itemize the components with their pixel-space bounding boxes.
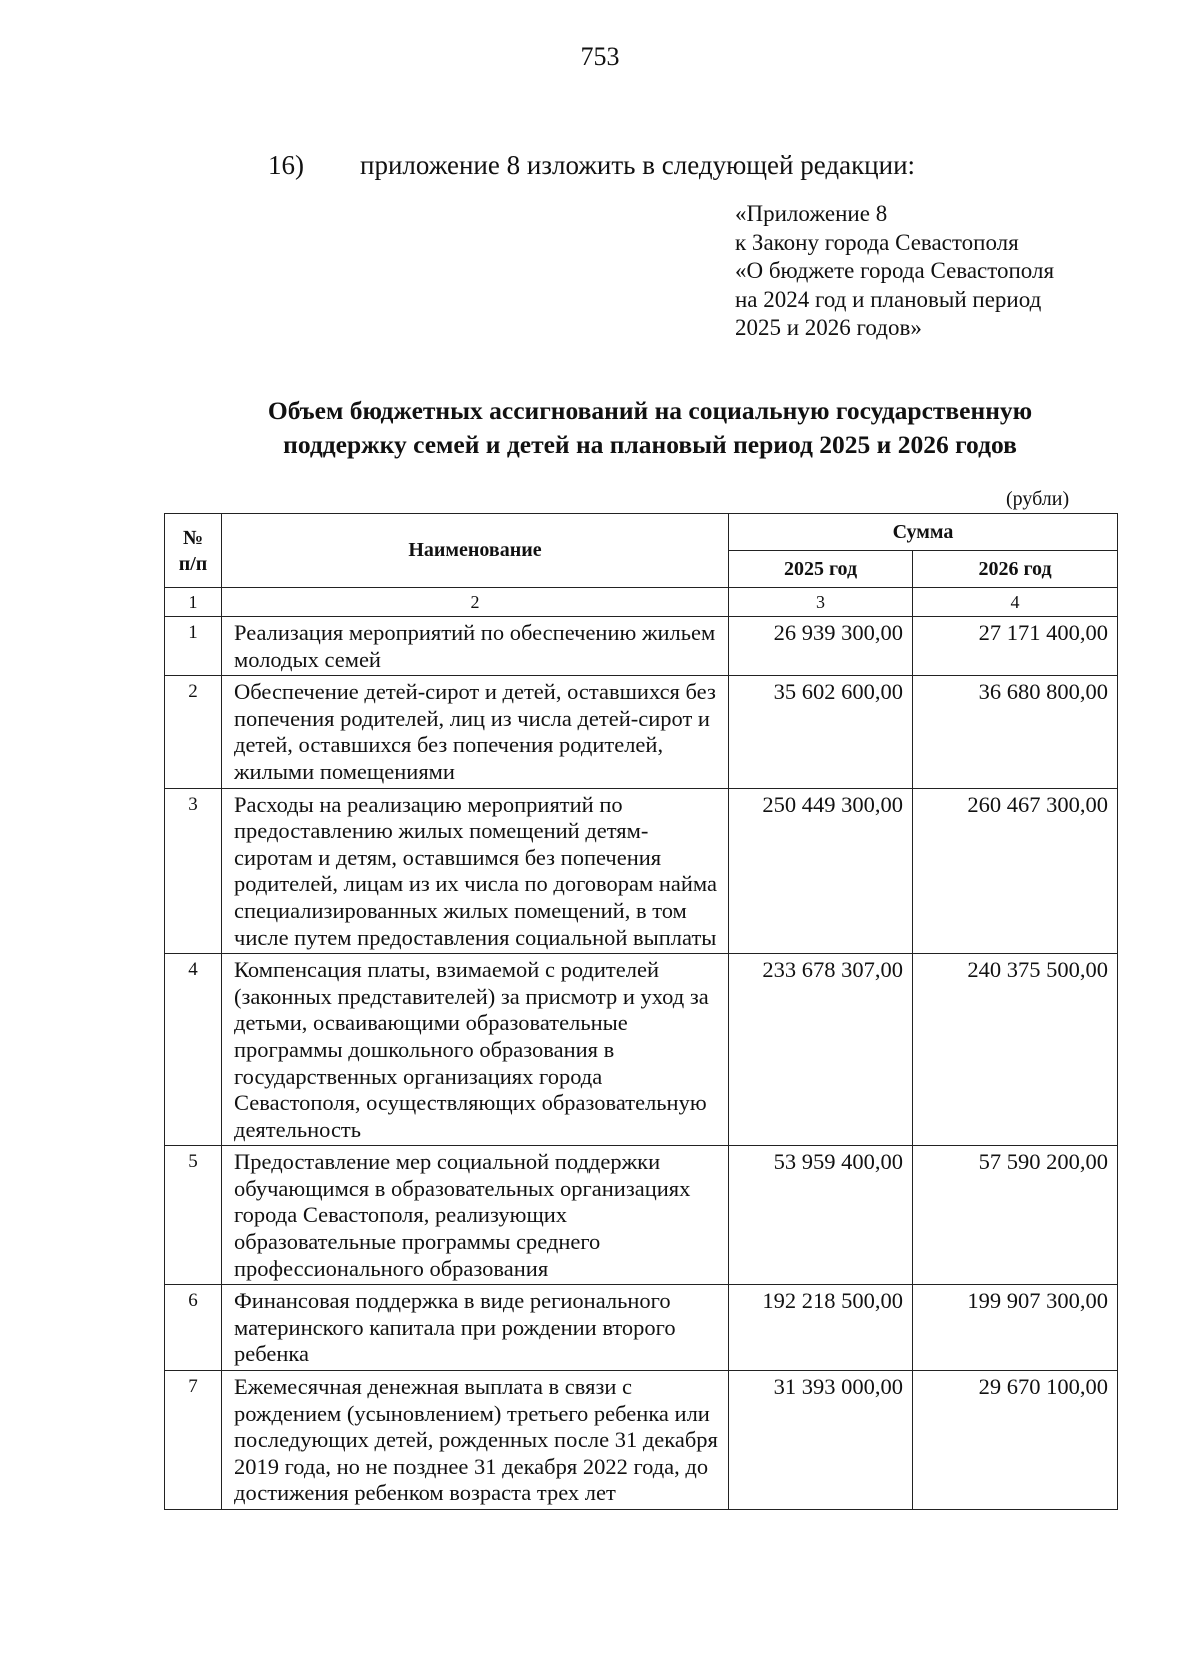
row-name: Финансовая поддержка в виде регионального материнского капитала при рождении второго ребенка [222,1285,729,1371]
table-row [165,1285,1118,1371]
table-row [165,617,1118,676]
page-number: 753 [580,42,620,71]
annex-line: «Приложение 8 [735,201,888,226]
amendment-item-number: 16) [268,150,304,180]
row-name: Реализация мероприятий по обеспечению жильем молодых семей [222,617,729,676]
row-number: 1 [165,617,222,676]
table-row [165,1371,1118,1510]
row-amount-2026: 36 680 800,00 [913,676,1118,788]
column-index-row [165,588,1118,617]
row-amount-2025: 35 602 600,00 [729,676,913,788]
header-number [165,514,222,588]
row-amount-2026: 199 907 300,00 [913,1285,1118,1371]
row-name: Ежемесячная денежная выплата в связи с рождением (усыновлением) третьего ребенка или последующих детей, рожденных после 31 декабря 2019 года, но не позднее 31 декабря 2022 года, до достижения ребенком возраста трех лет [222,1371,729,1510]
row-amount-2026: 29 670 100,00 [913,1371,1118,1510]
header-sum: Сумма [729,514,1118,551]
row-number: 4 [165,954,222,1146]
row-amount-2025: 192 218 500,00 [729,1285,913,1371]
table-row [165,676,1118,788]
column-index: 3 [729,588,913,617]
annex-line: 2025 и 2026 годов» [735,315,922,340]
row-number: 5 [165,1146,222,1285]
document-title [150,394,1150,462]
budget-table [164,513,1118,1510]
header-year-2025: 2025 год [729,551,913,588]
row-amount-2026: 240 375 500,00 [913,954,1118,1146]
row-amount-2026: 57 590 200,00 [913,1146,1118,1285]
annex-reference [735,200,1054,343]
header-number-line: п/п [178,552,208,575]
table-header-row [165,514,1118,551]
header-number-line: № [182,526,204,549]
row-name: Компенсация платы, взимаемой с родителей (законных представителей) за присмотр и уход за детьми, осваивающими образовательные программы дошкольного образования в государственных организациях города Севастополя, осуществляющих образовательную деятельность [222,954,729,1146]
row-number: 6 [165,1285,222,1371]
table-row [165,788,1118,954]
row-amount-2025: 26 939 300,00 [729,617,913,676]
column-index: 2 [222,588,729,617]
row-number: 3 [165,788,222,954]
amendment-item [268,150,915,181]
document-title-line: Объем бюджетных ассигнований на социальную государственную [267,396,1033,425]
header-year-2026: 2026 год [913,551,1118,588]
column-index: 1 [165,588,222,617]
units-label: (рубли) [1006,488,1070,510]
row-amount-2026: 27 171 400,00 [913,617,1118,676]
table-row [165,1146,1118,1285]
row-number: 2 [165,676,222,788]
annex-line: «О бюджете города Севастополя [735,258,1055,283]
row-amount-2025: 233 678 307,00 [729,954,913,1146]
header-name: Наименование [222,514,729,588]
annex-line: к Закону города Севастополя [735,229,1019,255]
table-row [165,954,1118,1146]
row-name: Расходы на реализацию мероприятий по предоставлению жилых помещений детям-сиротам и детям, оставшимся без попечения родителей, лицам из их числа по договорам найма специализированных жилых помещений, в том числе путем предоставления социальной выплаты [222,788,729,954]
row-name: Предоставление мер социальной поддержки обучающимся в образовательных организациях города Севастополя, реализующих образовательные программы среднего профессионального образования [222,1146,729,1285]
annex-line: на 2024 год и плановый период [735,286,1042,312]
amendment-item-text: приложение 8 изложить в следующей редакции: [360,150,916,180]
row-amount-2025: 250 449 300,00 [729,788,913,954]
row-amount-2025: 53 959 400,00 [729,1146,913,1285]
row-name: Обеспечение детей-сирот и детей, оставшихся без попечения родителей, лиц из числа детей-сирот и детей, оставшихся без попечения родителей, жилыми помещениями [222,676,729,788]
document-title-line: поддержку семей и детей на плановый период 2025 и 2026 годов [283,430,1017,459]
row-number: 7 [165,1371,222,1510]
column-index: 4 [913,588,1118,617]
row-amount-2025: 31 393 000,00 [729,1371,913,1510]
row-amount-2026: 260 467 300,00 [913,788,1118,954]
